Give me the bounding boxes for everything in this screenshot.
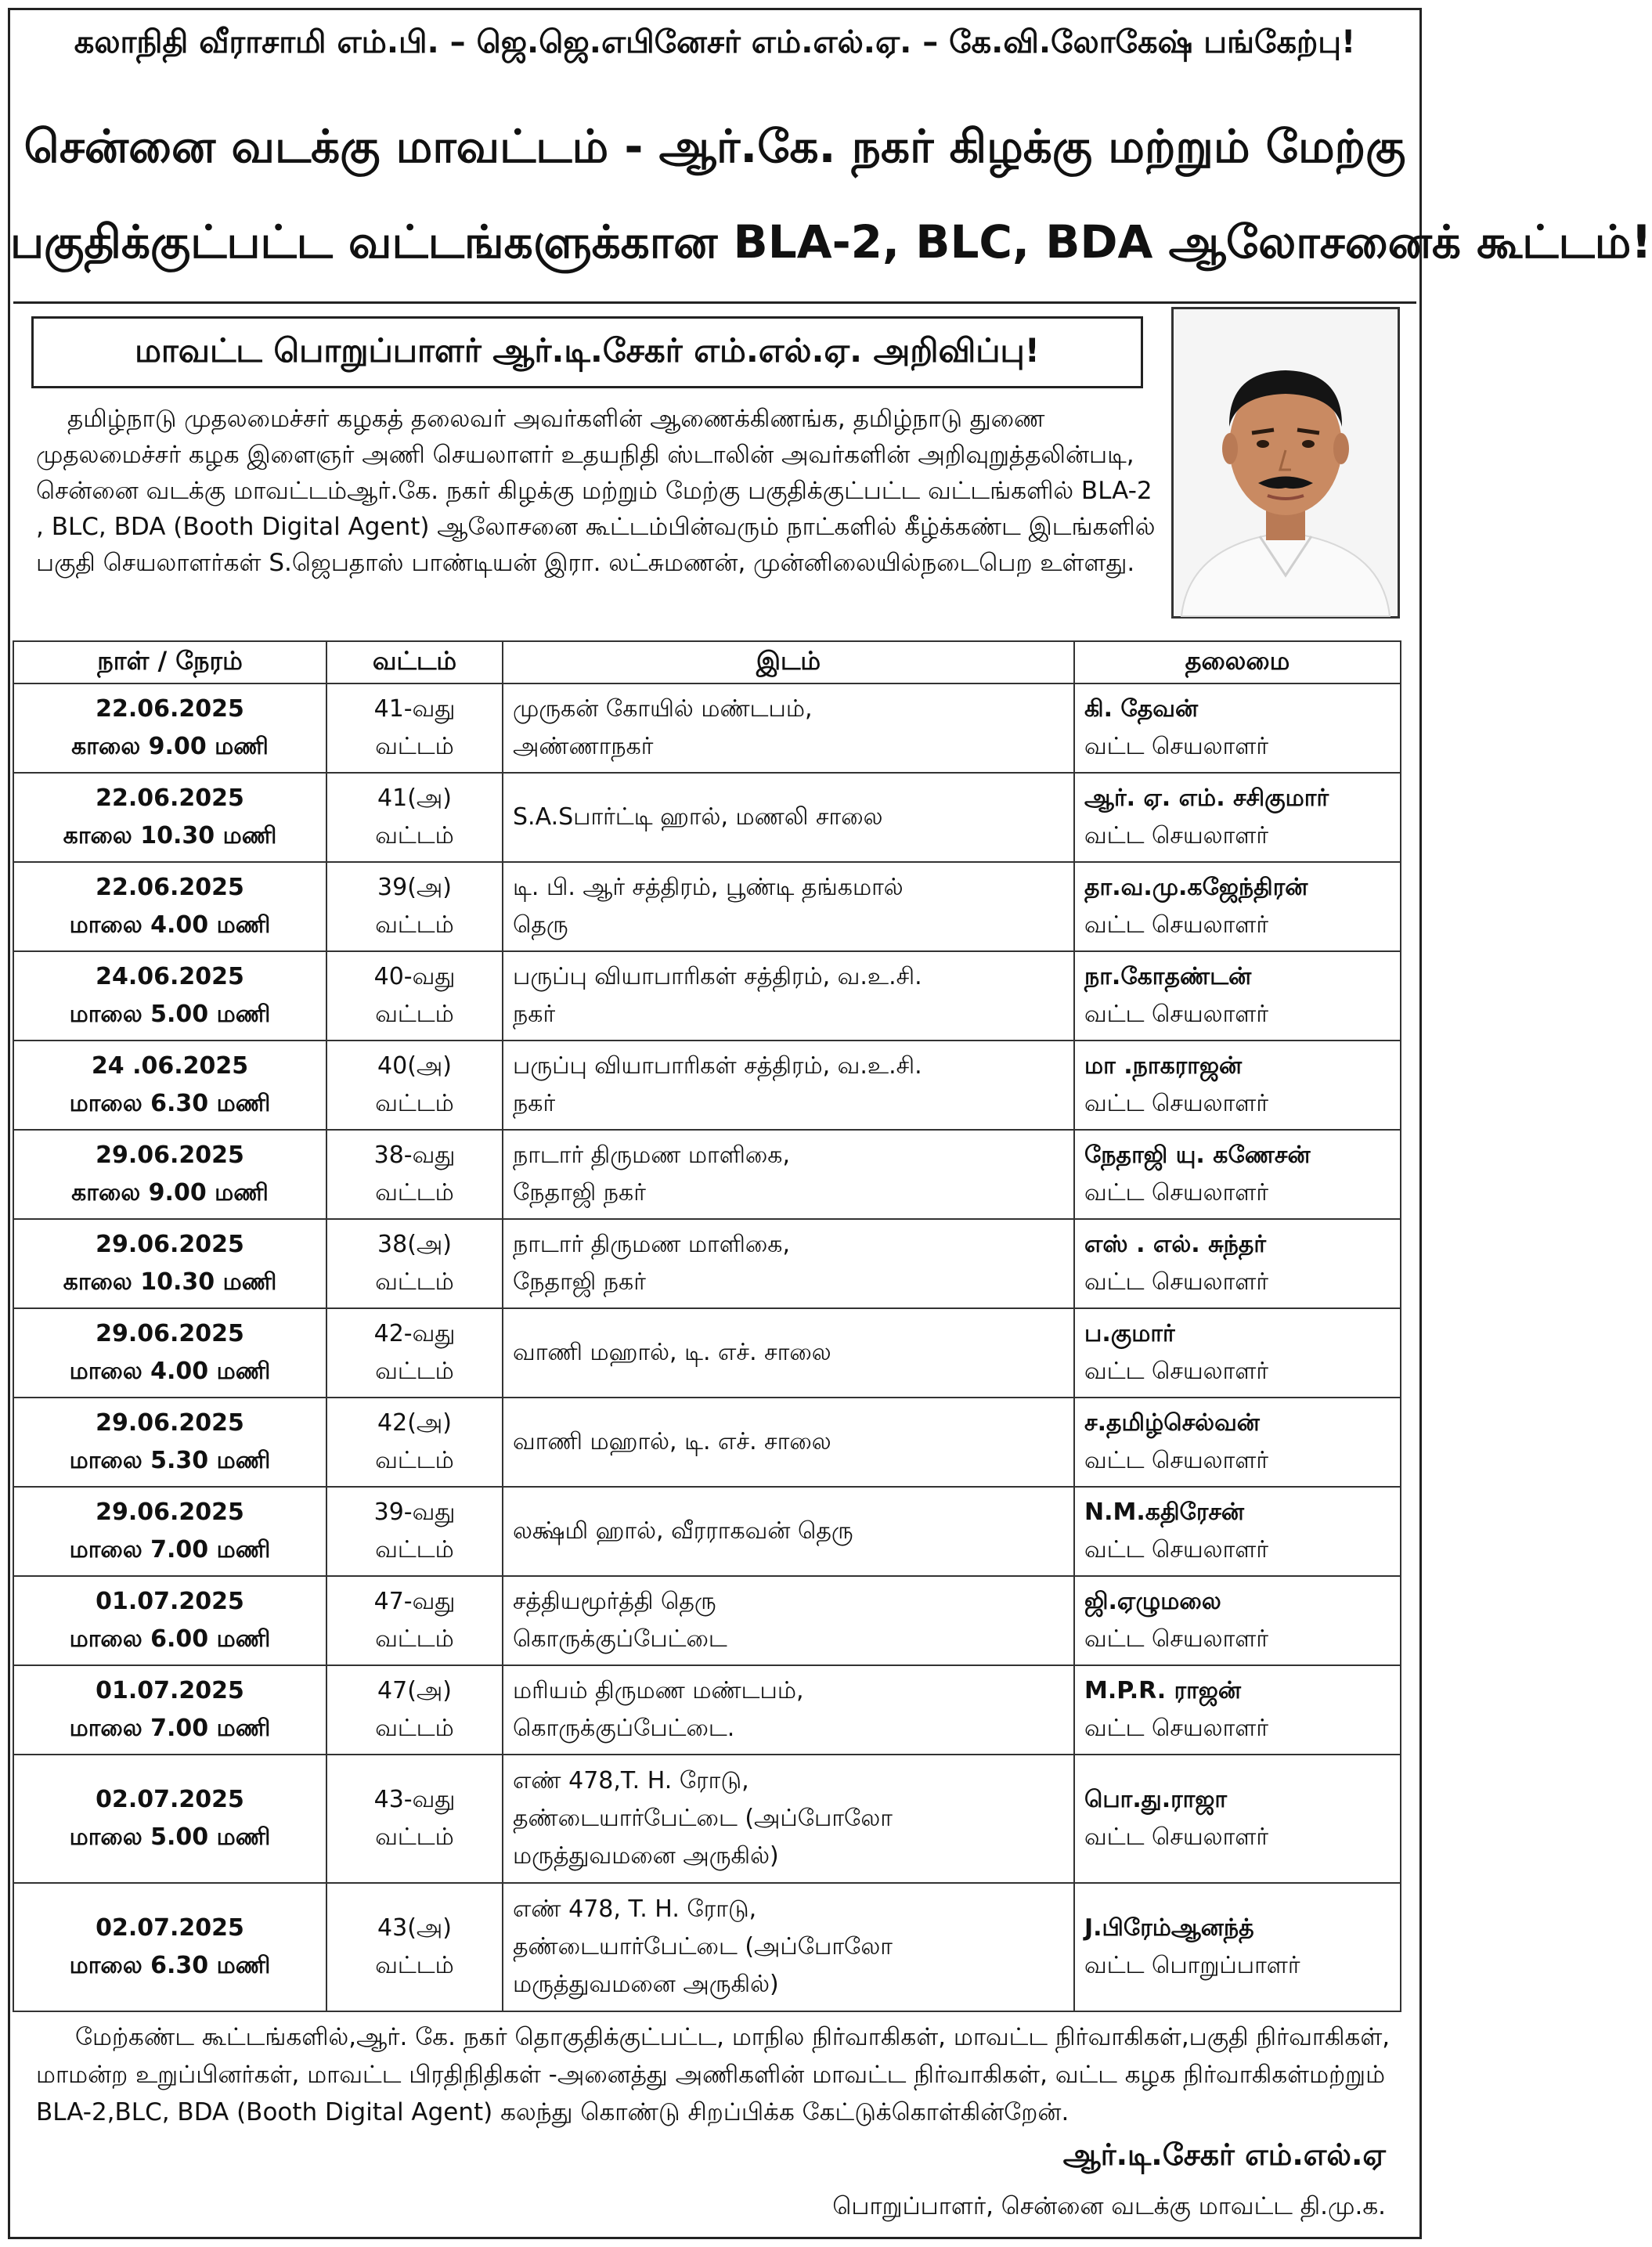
meeting-time: காலை 9.00 மணி — [71, 1179, 269, 1206]
meeting-time: மாலை 6.30 மணி — [69, 1952, 271, 1979]
header-chair: தலைமை — [1074, 641, 1401, 683]
venue-line: வாணி மஹால், டி. எச். சாலை — [513, 1339, 831, 1366]
cell-venue — [503, 1130, 1074, 1219]
chair-role: வட்ட செயலாளர் — [1084, 1268, 1269, 1296]
cell-chair — [1074, 1308, 1401, 1398]
cell-venue — [503, 773, 1074, 862]
ward-label: வட்டம் — [375, 1179, 454, 1206]
venue-line: கொருக்குப்பேட்டை — [513, 1625, 727, 1653]
cell-date-time — [13, 1883, 326, 2011]
ward-number: 41-வது — [373, 695, 456, 723]
chair-name: எஸ் . எல். சுந்தர் — [1084, 1231, 1267, 1258]
venue-line: S.A.Sபார்ட்டி ஹால், மணலி சாலை — [513, 803, 883, 831]
cell-venue — [503, 1665, 1074, 1755]
cell-chair — [1074, 1576, 1401, 1665]
cell-ward — [326, 683, 503, 773]
meeting-time: மாலை 7.00 மணி — [69, 1536, 271, 1564]
chair-name: நா.கோதண்டன் — [1084, 963, 1252, 990]
ward-label: வட்டம் — [375, 1715, 454, 1742]
ward-label: வட்டம் — [375, 1001, 454, 1028]
ward-label: வட்டம் — [375, 1536, 454, 1564]
ward-number: 43(அ) — [377, 1914, 452, 1942]
table-row — [13, 1219, 1401, 1308]
meeting-date: 24 .06.2025 — [91, 1052, 249, 1080]
cell-venue — [503, 1487, 1074, 1576]
cell-chair — [1074, 683, 1401, 773]
cell-ward — [326, 862, 503, 951]
ward-number: 40(அ) — [377, 1052, 452, 1080]
cell-chair — [1074, 1755, 1401, 1883]
meeting-date: 01.07.2025 — [96, 1588, 244, 1615]
meeting-date: 01.07.2025 — [96, 1677, 244, 1704]
chair-role: வட்ட செயலாளர் — [1084, 1625, 1269, 1653]
portrait-illustration — [1174, 309, 1398, 616]
cell-chair — [1074, 1041, 1401, 1130]
cell-venue — [503, 1576, 1074, 1665]
chair-name: கி. தேவன் — [1084, 695, 1199, 723]
venue-line: தெரு — [513, 911, 568, 939]
notice-title: மாவட்ட பொறுப்பாளர் ஆர்.டி.சேகர் எம்.எல்.ஏ. அறிவிப்பு! — [135, 330, 1040, 370]
ward-label: வட்டம் — [375, 733, 454, 760]
ward-label: வட்டம் — [375, 1090, 454, 1117]
cell-chair — [1074, 1219, 1401, 1308]
cell-venue — [503, 1308, 1074, 1398]
header-ward: வட்டம் — [326, 641, 503, 683]
cell-venue — [503, 1398, 1074, 1487]
chair-name: M.P.R. ராஜன் — [1084, 1677, 1241, 1704]
signature-role: பொறுப்பாளர், சென்னை வடக்கு மாவட்ட தி.மு.க. — [832, 2192, 1386, 2220]
header-divider — [13, 301, 1416, 304]
chair-role: வட்ட செயலாளர் — [1084, 1823, 1269, 1851]
portrait-photo — [1171, 307, 1400, 619]
ward-label: வட்டம் — [375, 1823, 454, 1851]
cell-ward — [326, 1130, 503, 1219]
venue-line: லக்ஷ்மி ஹால், வீரராகவன் தெரு — [513, 1517, 853, 1545]
ward-label: வட்டம் — [375, 1952, 454, 1979]
cell-date-time — [13, 1219, 326, 1308]
venue-line: அண்ணாநகர் — [513, 733, 654, 760]
cell-ward — [326, 1665, 503, 1755]
chair-role: வட்ட செயலாளர் — [1084, 1179, 1269, 1206]
chair-name: ப.குமார் — [1084, 1320, 1175, 1347]
chair-role: வட்ட பொறுப்பாளர் — [1084, 1952, 1300, 1979]
ward-number: 39-வது — [373, 1499, 456, 1526]
chair-role: வட்ட செயலாளர் — [1084, 1715, 1269, 1742]
cell-ward — [326, 773, 503, 862]
cell-venue — [503, 862, 1074, 951]
cell-chair — [1074, 862, 1401, 951]
table-row — [13, 1130, 1401, 1219]
table-row — [13, 951, 1401, 1041]
venue-line: தண்டையார்பேட்டை (அப்போலோ — [513, 1933, 893, 1960]
meeting-date: 29.06.2025 — [96, 1231, 244, 1258]
ward-number: 47-வது — [373, 1588, 456, 1615]
cell-chair — [1074, 1398, 1401, 1487]
cell-chair — [1074, 951, 1401, 1041]
chair-role: வட்ட செயலாளர் — [1084, 911, 1269, 939]
ward-label: வட்டம் — [375, 1268, 454, 1296]
meeting-date: 02.07.2025 — [96, 1914, 244, 1942]
intro-paragraph: தமிழ்நாடு முதலமைச்சர் கழகத் தலைவர் அவர்களின் ஆணைக்கிணங்க, தமிழ்நாடு துணை முதலமைச்சர் கழக இளைஞர் அணி செயலாளர் உதயநிதி ஸ்டாலின் அவர்களின் அறிவுறுத்தலின்படி, சென்னை வடக்கு மாவட்டம்ஆர்.கே. நகர் கிழக்கு மற்றும் மேற்கு பகுதிக்குட்பட்ட வட்டங்களில் BLA-2 , BLC, BDA (Booth Digital Agent) ஆலோசனை கூட்டம்பின்வரும் நாட்களில் கீழ்க்கண்ட இடங்களில் பகுதி செயலாளர்கள் S.ஜெபதாஸ் பாண்டியன் இரா. லட்சுமணன், முன்னிலையில்நடைபெற உள்ளது. — [36, 405, 1156, 577]
chair-name: J.பிரேம்ஆனந்த் — [1084, 1914, 1254, 1942]
venue-line: தண்டையார்பேட்டை (அப்போலோ — [513, 1805, 893, 1832]
table-row — [13, 1398, 1401, 1487]
chair-role: வட்ட செயலாளர் — [1084, 1001, 1269, 1028]
cell-venue — [503, 1755, 1074, 1883]
ward-number: 38-வது — [373, 1142, 456, 1169]
chair-role: வட்ட செயலாளர் — [1084, 1447, 1269, 1474]
cell-ward — [326, 1487, 503, 1576]
venue-line: நேதாஜி நகர் — [513, 1179, 646, 1206]
meeting-time: மாலை 4.00 மணி — [69, 1358, 271, 1385]
cell-chair — [1074, 1487, 1401, 1576]
cell-venue — [503, 1883, 1074, 2011]
chair-name: நேதாஜி யு. கணேசன் — [1084, 1142, 1311, 1169]
meeting-time: மாலை 5.30 மணி — [69, 1447, 271, 1474]
venue-line: நேதாஜி நகர் — [513, 1268, 646, 1296]
chair-role: வட்ட செயலாளர் — [1084, 1358, 1269, 1385]
venue-line: முருகன் கோயில் மண்டபம், — [513, 695, 813, 723]
ward-label: வட்டம் — [375, 822, 454, 849]
venue-line: மருத்துவமனை அருகில்) — [513, 1971, 779, 1998]
meeting-time: மாலை 5.00 மணி — [69, 1823, 271, 1851]
meeting-date: 29.06.2025 — [96, 1499, 244, 1526]
chair-name: மா .நாகராஜன் — [1084, 1052, 1243, 1080]
table-row — [13, 1487, 1401, 1576]
chair-role: வட்ட செயலாளர் — [1084, 1090, 1269, 1117]
meeting-date: 22.06.2025 — [96, 784, 244, 812]
notice-title-box — [31, 316, 1143, 388]
ward-number: 41(அ) — [377, 784, 452, 812]
table-row — [13, 1576, 1401, 1665]
ward-number: 40-வது — [373, 963, 456, 990]
ward-number: 39(அ) — [377, 874, 452, 901]
schedule-body — [13, 683, 1401, 2011]
table-row — [13, 862, 1401, 951]
table-row — [13, 683, 1401, 773]
cell-chair — [1074, 773, 1401, 862]
meeting-time: மாலை 5.00 மணி — [69, 1001, 271, 1028]
venue-line: மரியம் திருமண மண்டபம், — [513, 1677, 804, 1704]
meeting-date: 29.06.2025 — [96, 1409, 244, 1437]
cell-date-time — [13, 773, 326, 862]
cell-date-time — [13, 1398, 326, 1487]
cell-chair — [1074, 1130, 1401, 1219]
venue-line: நகர் — [513, 1001, 556, 1028]
ward-label: வட்டம் — [375, 1625, 454, 1653]
meeting-time: காலை 10.30 மணி — [63, 822, 277, 849]
chair-role: வட்ட செயலாளர் — [1084, 733, 1269, 760]
cell-chair — [1074, 1883, 1401, 2011]
venue-line: மருத்துவமனை அருகில்) — [513, 1842, 779, 1870]
cell-date-time — [13, 1755, 326, 1883]
cell-date-time — [13, 1487, 326, 1576]
meeting-date: 24.06.2025 — [96, 963, 244, 990]
meeting-date: 22.06.2025 — [96, 874, 244, 901]
venue-line: டி. பி. ஆர் சத்திரம், பூண்டி தங்கமால் — [513, 874, 904, 901]
meeting-time: காலை 10.30 மணி — [63, 1268, 277, 1296]
venue-line: கொருக்குப்பேட்டை. — [513, 1715, 735, 1742]
ward-number: 42(அ) — [377, 1409, 452, 1437]
cell-venue — [503, 683, 1074, 773]
header-date-time: நாள் / நேரம் — [13, 641, 326, 683]
cell-date-time — [13, 1308, 326, 1398]
schedule-table — [13, 640, 1401, 2012]
ward-label: வட்டம் — [375, 1358, 454, 1385]
ward-number: 42-வது — [373, 1320, 456, 1347]
cell-ward — [326, 1883, 503, 2011]
venue-line: நாடார் திருமண மாளிகை, — [513, 1231, 791, 1258]
cell-date-time — [13, 951, 326, 1041]
meeting-date: 22.06.2025 — [96, 695, 244, 723]
cell-ward — [326, 1219, 503, 1308]
table-row — [13, 1755, 1401, 1883]
ward-number: 38(அ) — [377, 1231, 452, 1258]
cell-venue — [503, 951, 1074, 1041]
venue-line: வாணி மஹால், டி. எச். சாலை — [513, 1428, 831, 1455]
venue-line: நகர் — [513, 1090, 556, 1117]
cell-ward — [326, 1398, 503, 1487]
meeting-time: மாலை 6.00 மணி — [69, 1625, 271, 1653]
meeting-time: மாலை 4.00 மணி — [69, 911, 271, 939]
meeting-date: 29.06.2025 — [96, 1320, 244, 1347]
meeting-time: மாலை 6.30 மணி — [69, 1090, 271, 1117]
cell-date-time — [13, 1665, 326, 1755]
venue-line: பருப்பு வியாபாரிகள் சத்திரம், வ.உ.சி. — [513, 1052, 922, 1080]
closing-paragraph: மேற்கண்ட கூட்டங்களில்,ஆர். கே. நகர் தொகுதிக்குட்பட்ட, மாநில நிர்வாகிகள், மாவட்ட நிர்வாகிகள்,பகுதி நிர்வாகிகள், மாமன்ற உறுப்பினர்கள், மாவட்ட பிரதிநிதிகள் -அனைத்து அணிகளின் மாவட்ட நிர்வாகிகள், வட்ட கழக நிர்வாகிகள்மற்றும் BLA-2,BLC, BDA (Booth Digital Agent) கலந்து கொண்டு சிறப்பிக்க கேட்டுக்கொள்கின்றேன். — [36, 2023, 1390, 2126]
venue-line: நாடார் திருமண மாளிகை, — [513, 1142, 791, 1169]
cell-ward — [326, 1041, 503, 1130]
venue-line: எண் 478, T. H. ரோடு, — [513, 1895, 757, 1923]
cell-venue — [503, 1041, 1074, 1130]
cell-chair — [1074, 1665, 1401, 1755]
cell-ward — [326, 1755, 503, 1883]
table-row — [13, 773, 1401, 862]
chair-name: ச.தமிழ்செல்வன் — [1084, 1409, 1260, 1437]
meeting-time: மாலை 7.00 மணி — [69, 1715, 271, 1742]
venue-line: பருப்பு வியாபாரிகள் சத்திரம், வ.உ.சி. — [513, 963, 922, 990]
table-row — [13, 1308, 1401, 1398]
cell-ward — [326, 1308, 503, 1398]
cell-venue — [503, 1219, 1074, 1308]
chair-name: ஆர். ஏ. எம். சசிகுமார் — [1084, 784, 1329, 812]
cell-date-time — [13, 862, 326, 951]
chair-name: ஜி.ஏழுமலை — [1084, 1588, 1221, 1615]
chair-name: தா.வ.மு.கஜேந்திரன் — [1084, 874, 1308, 901]
meeting-date: 29.06.2025 — [96, 1142, 244, 1169]
ward-number: 47(அ) — [377, 1677, 452, 1704]
ward-label: வட்டம் — [375, 1447, 454, 1474]
cell-date-time — [13, 1041, 326, 1130]
meeting-date: 02.07.2025 — [96, 1786, 244, 1813]
cell-date-time — [13, 1576, 326, 1665]
table-row — [13, 1041, 1401, 1130]
table-row — [13, 1883, 1401, 2011]
venue-line: எண் 478,T. H. ரோடு, — [513, 1767, 749, 1794]
cell-ward — [326, 951, 503, 1041]
chair-role: வட்ட செயலாளர் — [1084, 1536, 1269, 1564]
header-title-line-2: பகுதிக்குட்பட்ட வட்டங்களுக்கான BLA-2, BLC, BDA ஆலோசனைக் கூட்டம்! — [10, 215, 1652, 269]
chair-name: பொ.து.ராஜா — [1084, 1786, 1228, 1813]
cell-ward — [326, 1576, 503, 1665]
chair-name: N.M.கதிரேசன் — [1084, 1499, 1245, 1526]
header-venue: இடம் — [503, 641, 1074, 683]
meeting-time: காலை 9.00 மணி — [71, 733, 269, 760]
chair-role: வட்ட செயலாளர் — [1084, 822, 1269, 849]
ward-label: வட்டம் — [375, 911, 454, 939]
ward-number: 43-வது — [373, 1786, 456, 1813]
cell-date-time — [13, 683, 326, 773]
venue-line: சத்தியமூர்த்தி தெரு — [513, 1588, 716, 1615]
table-header-row — [13, 641, 1401, 683]
table-row — [13, 1665, 1401, 1755]
cell-date-time — [13, 1130, 326, 1219]
header-title-line-1: சென்னை வடக்கு மாவட்டம் - ஆர்.கே. நகர் கிழக்கு மற்றும் மேற்கு — [23, 120, 1406, 173]
header-participants: கலாநிதி வீராசாமி எம்.பி. – ஜெ.ஜெ.எபினேசர் எம்.எல்.ஏ. – கே.வி.லோகேஷ் பங்கேற்பு! — [74, 24, 1356, 60]
signature-name: ஆர்.டி.சேகர் எம்.எல்.ஏ — [1062, 2137, 1386, 2172]
